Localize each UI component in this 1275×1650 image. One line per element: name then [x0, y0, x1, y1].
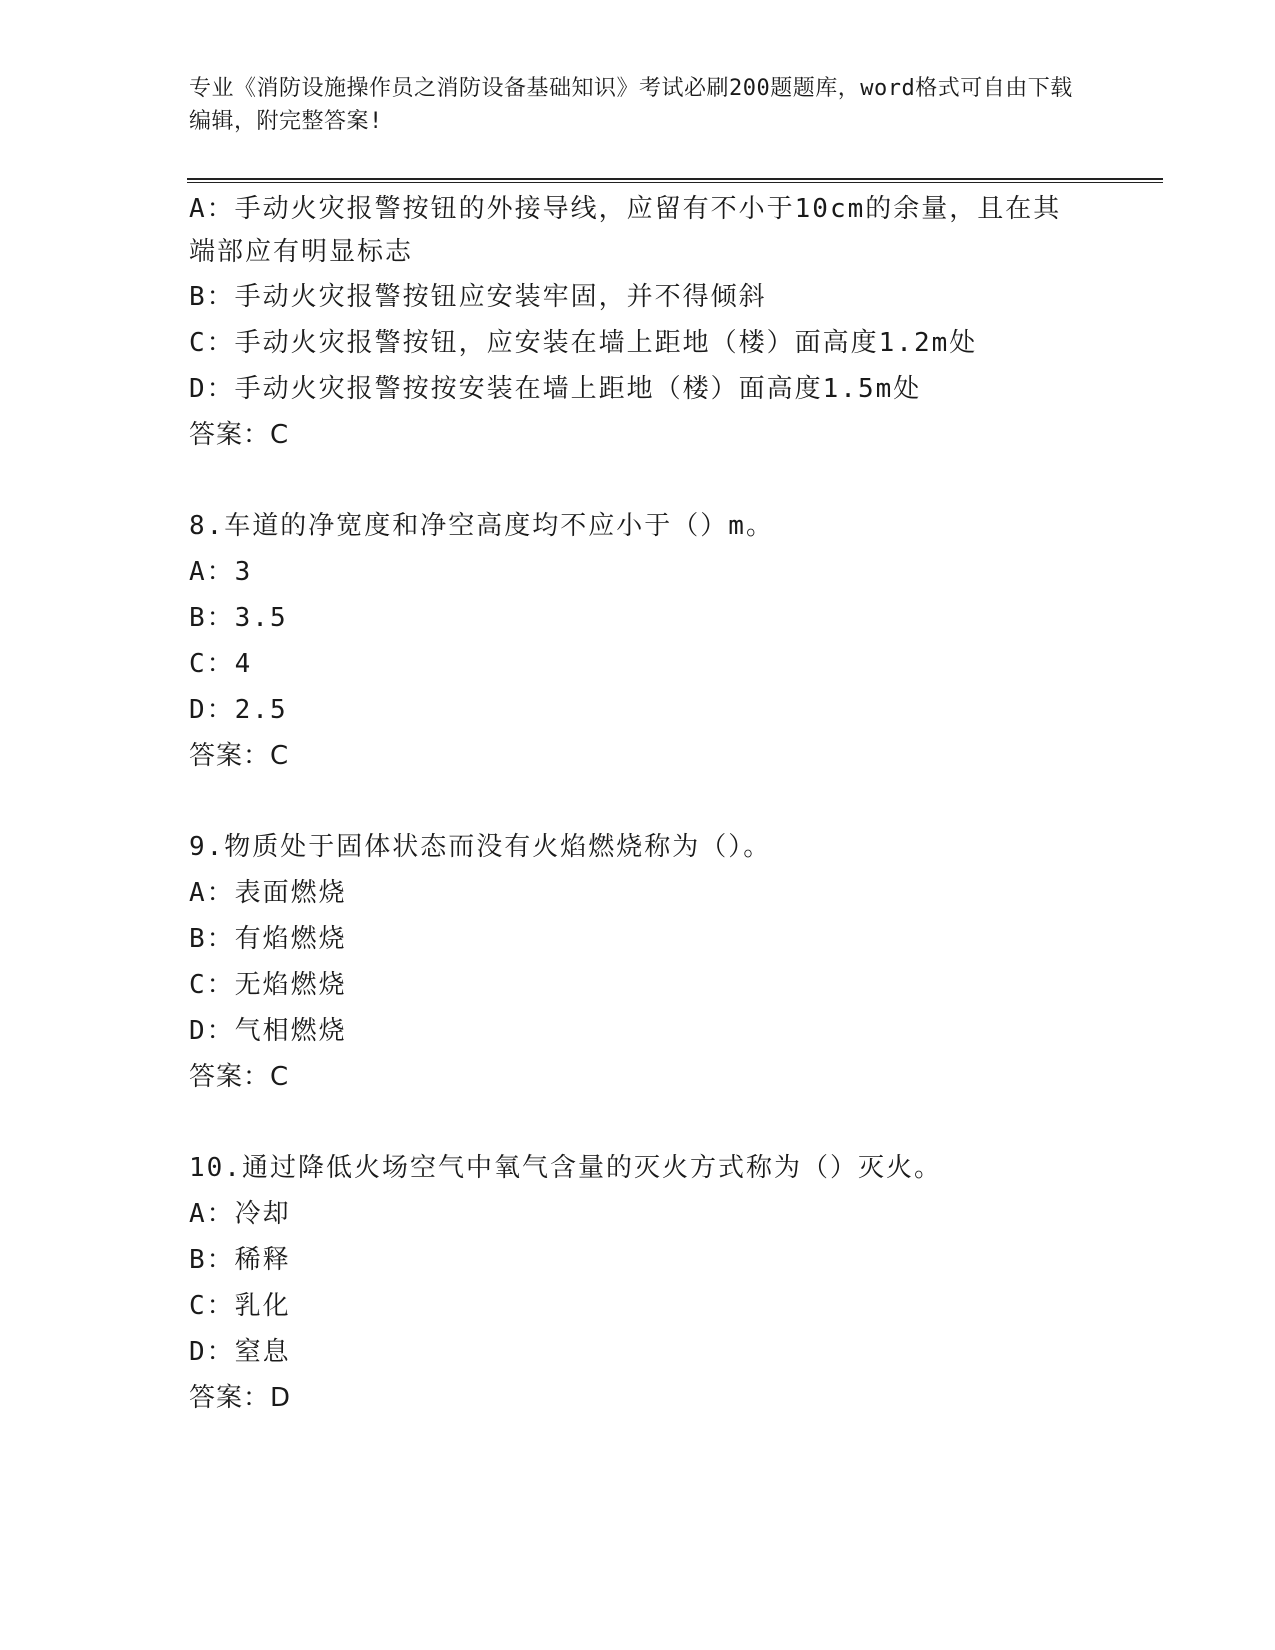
option-a: A：手动火灾报警按钮的外接导线，应留有不小于10cm的余量，且在其端部应有明显标志 [189, 194, 1062, 267]
question-spacer [189, 458, 1089, 503]
option-a: A：3 [189, 557, 253, 587]
question-spacer [189, 1100, 1089, 1145]
option-b: B：手动火灾报警按钮应安装牢固，并不得倾斜 [189, 282, 767, 312]
option-d: D：气相燃烧 [189, 1016, 347, 1046]
answer-line: 答案：D [189, 1383, 292, 1413]
option-d: D：2.5 [189, 695, 288, 725]
answer-line: 答案：C [189, 1062, 290, 1092]
option-d: D：窒息 [189, 1337, 291, 1367]
answer-line: 答案：C [189, 420, 290, 450]
option-a: A：冷却 [189, 1199, 291, 1229]
option-b: B：有焰燃烧 [189, 924, 347, 954]
question-list [189, 188, 1089, 1421]
option-c: C：手动火灾报警按钮，应安装在墙上距地（楼）面高度1.2m处 [189, 328, 978, 358]
question-block-7 [189, 188, 1089, 458]
option-c: C：4 [189, 649, 253, 679]
answer-line: 答案：C [189, 741, 290, 771]
option-b: B：3.5 [189, 603, 288, 633]
question-stem: 8.车道的净宽度和净空高度均不应小于（）m。 [189, 511, 774, 541]
header-divider [187, 178, 1163, 183]
question-block-9 [189, 824, 1089, 1100]
question-stem: 9.物质处于固体状态而没有火焰燃烧称为（）。 [189, 832, 772, 862]
question-block-10 [189, 1145, 1089, 1421]
option-d: D：手动火灾报警按按安装在墙上距地（楼）面高度1.5m处 [189, 374, 922, 404]
option-a: A：表面燃烧 [189, 878, 347, 908]
question-stem: 10.通过降低火场空气中氧气含量的灭火方式称为（）灭火。 [189, 1153, 942, 1183]
option-c: C：无焰燃烧 [189, 970, 347, 1000]
option-c: C：乳化 [189, 1291, 291, 1321]
document-header: 专业《消防设施操作员之消防设备基础知识》考试必刷200题题库，word格式可自由下载编辑，附完整答案! [189, 76, 1073, 134]
question-block-8 [189, 503, 1089, 779]
option-b: B：稀释 [189, 1245, 291, 1275]
question-spacer [189, 779, 1089, 824]
